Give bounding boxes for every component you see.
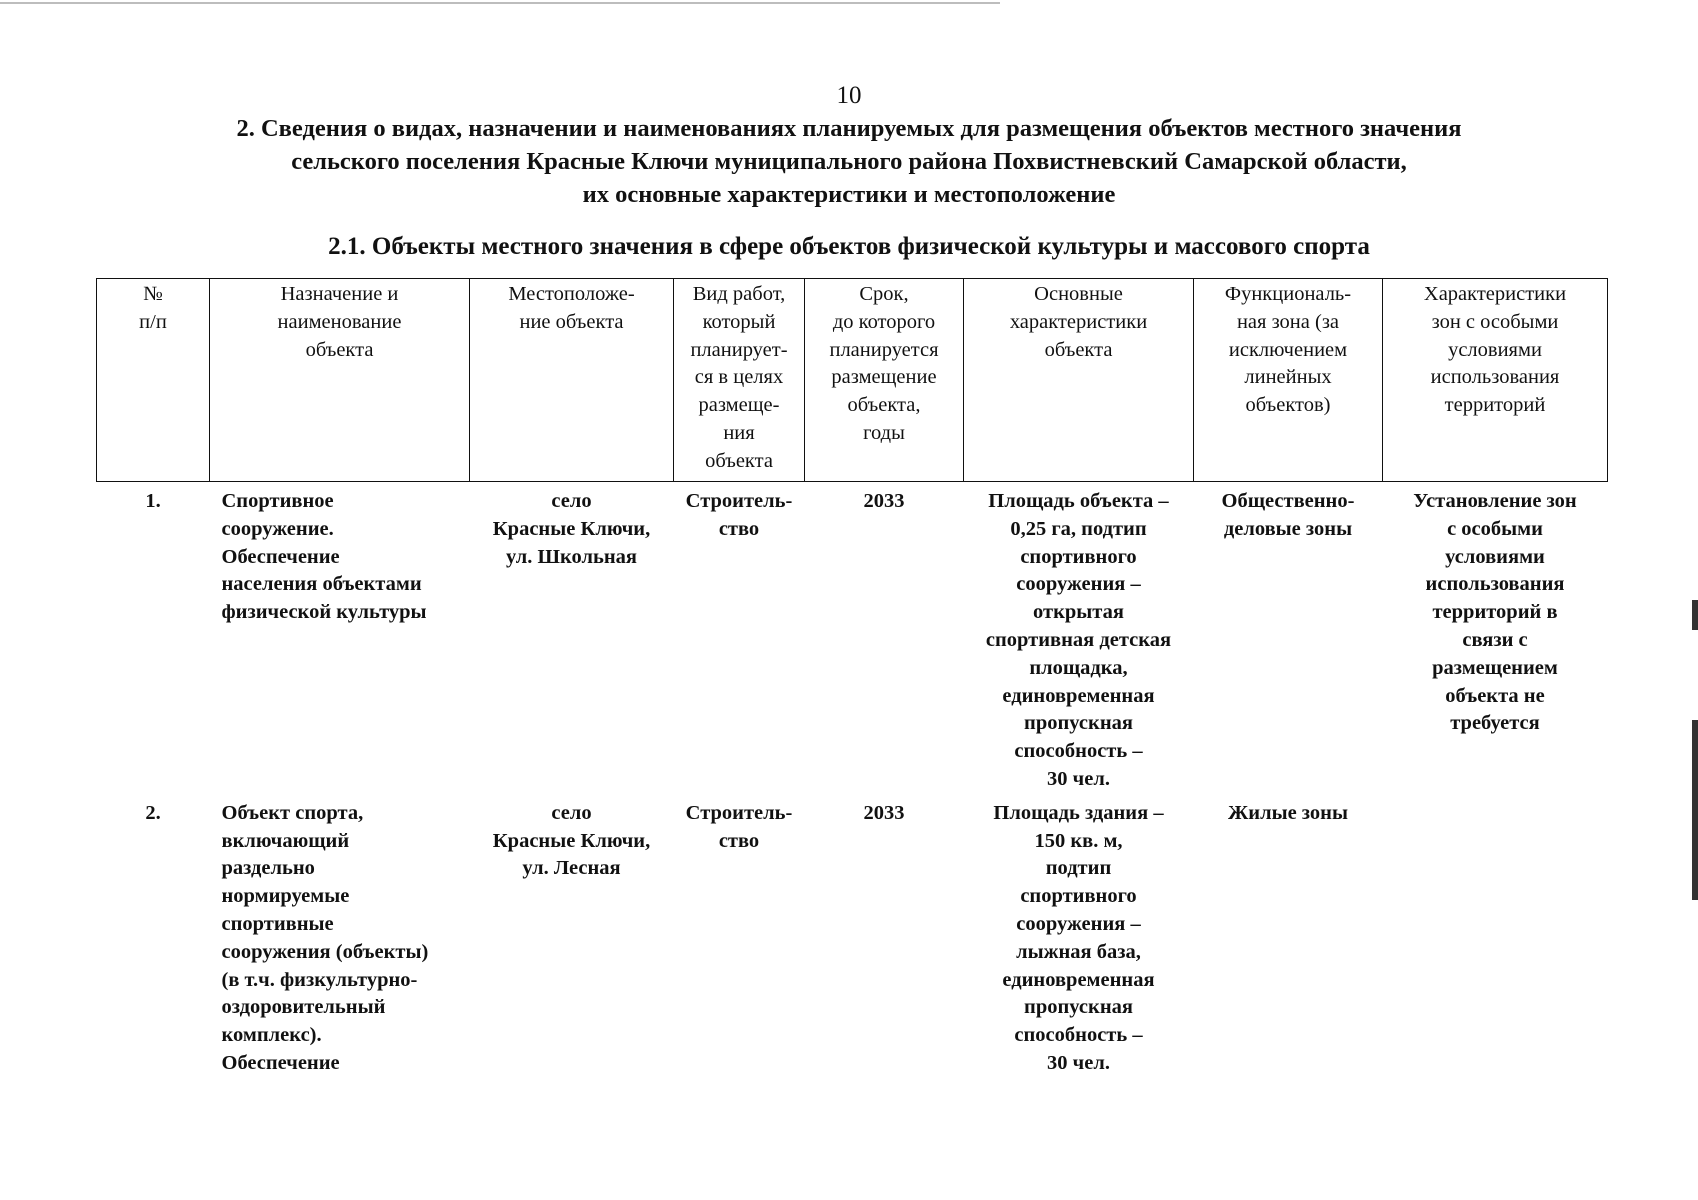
section-subheading: 2.1. Объекты местного значения в сфере объектов физической культуры и массового спорта: [328, 233, 1370, 260]
objects-table: [96, 278, 1608, 1090]
header-work-type: Вид работ, который планирует- ся в целях размеще- ния объекта: [674, 279, 805, 482]
table-header-row: [97, 279, 1608, 482]
work-type: Строитель- ство: [685, 801, 793, 852]
special-zones: Установление зон с особыми условиями использования территорий в связи с размещением объекта не требуется: [1413, 490, 1577, 735]
scan-top-line: [0, 2, 1000, 4]
object-name: Объект спорта, включающий раздельно нормируемые спортивные сооружения (объекты) (в т.ч. физкультурно- оздоровительный комплекс). Обеспечение: [221, 801, 429, 1074]
header-location: Местоположе- ние объекта: [470, 279, 674, 482]
scan-edge-mark: [1692, 720, 1698, 900]
special-zones: [1383, 794, 1608, 1090]
header-functional-zone: Функциональ- ная зона (за исключением линейных объектов): [1194, 279, 1383, 482]
header-deadline: Срок, до которого планируется размещение объекта, годы: [805, 279, 964, 482]
object-characteristics: Площадь объекта – 0,25 га, подтип спортивного сооружения – открытая спортивная детская площадка, единовременная пропускная способность – 30 чел.: [985, 490, 1172, 790]
document-heading: [0, 112, 1698, 211]
table-row: [97, 482, 1608, 794]
object-characteristics: Площадь здания – 150 кв. м, подтип спортивного сооружения – лыжная база, единовременная пропускная способность – 30 чел.: [993, 801, 1164, 1074]
object-name: Спортивное сооружение. Обеспечение населения объектами физической культуры: [221, 490, 427, 624]
table-row: [97, 794, 1608, 1090]
object-location: село Красные Ключи, ул. Школьная: [492, 490, 651, 568]
deadline-year: 2033: [863, 490, 905, 512]
header-number: № п/п: [97, 279, 210, 482]
object-location: село Красные Ключи, ул. Лесная: [492, 801, 651, 880]
work-type: Строитель- ство: [685, 490, 793, 540]
page-number: 10: [836, 82, 862, 109]
header-special-zones: Характеристики зон с особыми условиями использования территорий: [1383, 279, 1608, 482]
heading-line-2: сельского поселения Красные Ключи муниципального района Похвистневский Самарской области,: [291, 148, 1407, 175]
row-number: 2.: [145, 801, 161, 824]
scan-edge-mark: [1692, 600, 1698, 630]
header-name: Назначение и наименование объекта: [210, 279, 470, 482]
row-number: 1.: [145, 490, 161, 512]
heading-line-1: 2. Сведения о видах, назначении и наименованиях планируемых для размещения объектов местного значения: [236, 115, 1462, 142]
header-characteristics: Основные характеристики объекта: [964, 279, 1194, 482]
deadline-year: 2033: [863, 801, 905, 824]
functional-zone: Общественно- деловые зоны: [1221, 490, 1355, 540]
functional-zone: Жилые зоны: [1228, 801, 1348, 824]
heading-line-3: их основные характеристики и местоположение: [582, 181, 1116, 208]
